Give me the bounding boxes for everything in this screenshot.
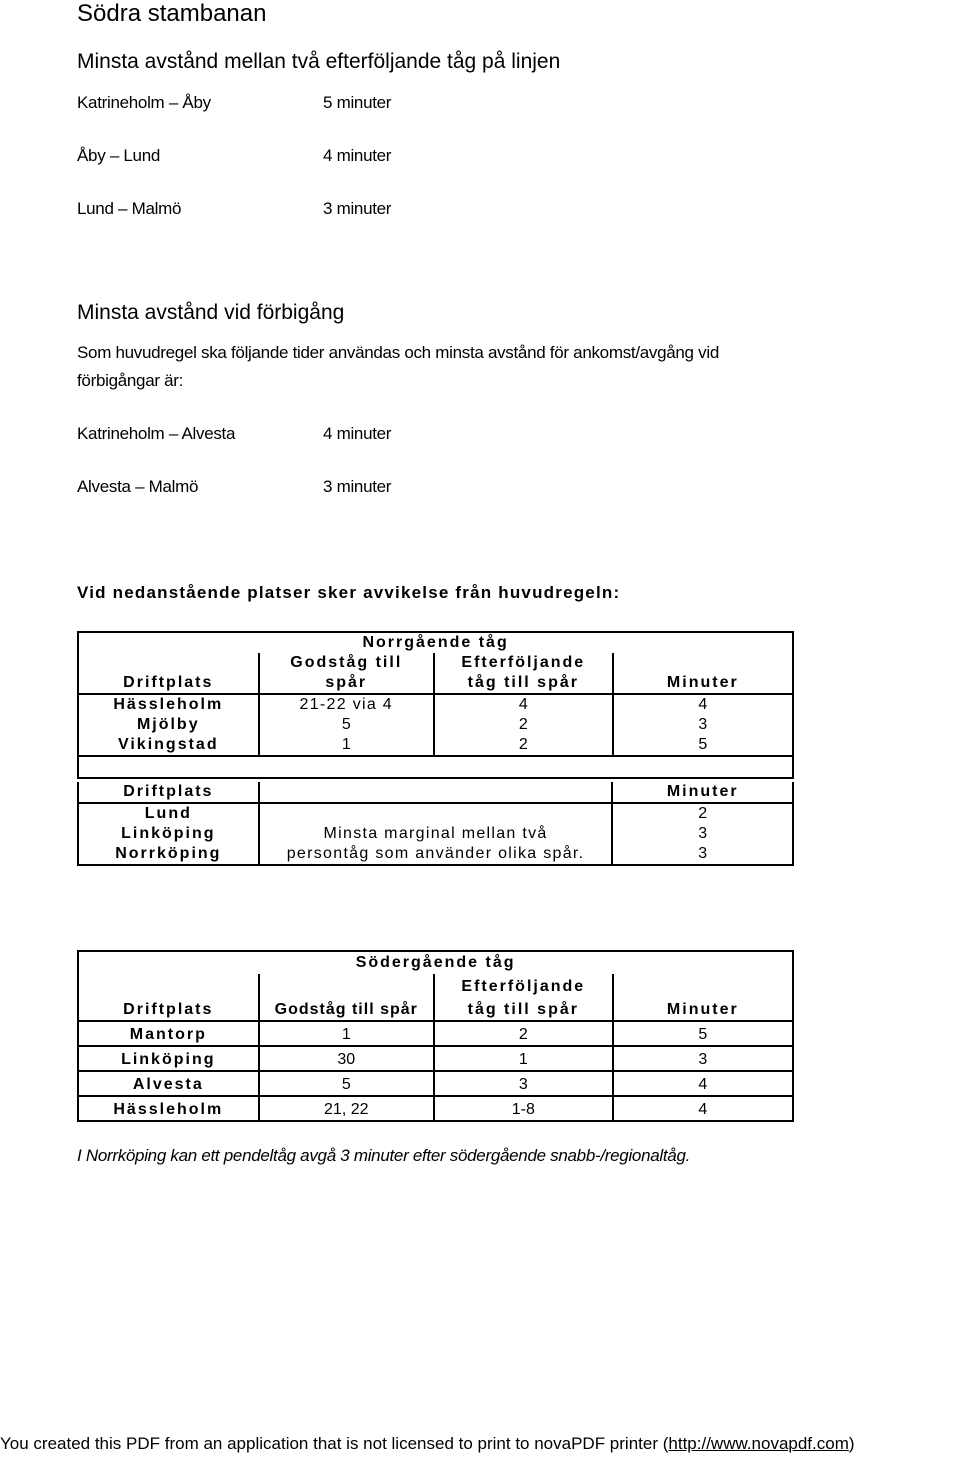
following-track-cell: 2 — [434, 1021, 613, 1046]
column-header: tåg till spår — [434, 997, 613, 1021]
column-header: Driftplats — [78, 782, 259, 803]
column-header: Efterföljande — [434, 974, 613, 997]
freight-track-cell: 21, 22 — [259, 1096, 434, 1121]
table-row — [78, 1071, 793, 1096]
place-cell: Linköping — [78, 1046, 259, 1071]
stretch-label: Lund – Malmö — [77, 199, 182, 218]
minutes-cell: 3 — [613, 715, 793, 735]
stretch-label: Åby – Lund — [77, 146, 161, 165]
place-cell: Hässleholm — [78, 1096, 259, 1121]
column-header: Minuter — [612, 782, 793, 803]
intro-text: Som huvudregel ska följande tider användas och minsta avstånd för ankomst/avgång vid — [77, 343, 719, 362]
place-cell: Mjölby — [78, 715, 259, 735]
time-value: 3 minuter — [323, 199, 392, 218]
northbound-table — [77, 631, 794, 779]
place-cell: Vikingstad — [78, 735, 259, 756]
place-cell: Lund — [78, 803, 259, 824]
southbound-table — [77, 950, 794, 1122]
following-track-cell: 2 — [434, 715, 613, 735]
minutes-cell: 4 — [613, 1071, 793, 1096]
minutes-cell: 3 — [613, 1046, 793, 1071]
freight-track-cell: 1 — [259, 735, 434, 756]
intro-text: förbigångar är: — [77, 371, 184, 390]
margin-table — [77, 782, 794, 866]
following-track-cell: 1-8 — [434, 1096, 613, 1121]
margin-note: Minsta marginal mellan två — [259, 824, 613, 844]
time-value: 3 minuter — [323, 477, 392, 496]
column-header: Efterföljande — [434, 653, 613, 673]
footer-text: You created this PDF from an application that is not licensed to print to novaPDF printer ( — [0, 1434, 669, 1453]
column-header: Minuter — [613, 997, 793, 1021]
time-value: 4 minuter — [323, 146, 392, 165]
minutes-cell: 3 — [612, 824, 793, 844]
deviation-heading: Vid nedanstående platser sker avvikelse från huvudregeln: — [77, 583, 621, 602]
stretch-label: Katrineholm – Åby — [77, 93, 211, 112]
table-row — [78, 694, 793, 715]
closing-note: I Norrköping kan ett pendeltåg avgå 3 minuter efter södergående snabb-/regionaltåg. — [77, 1146, 691, 1165]
minutes-cell: 2 — [612, 803, 793, 824]
table-row — [78, 715, 793, 735]
minutes-cell: 5 — [613, 1021, 793, 1046]
place-cell: Hässleholm — [78, 694, 259, 715]
column-header: tåg till spår — [434, 673, 613, 694]
column-header: Minuter — [613, 673, 793, 694]
margin-note: persontåg som använder olika spår. — [259, 844, 613, 865]
table-row — [78, 824, 793, 844]
column-header: Godståg till — [259, 653, 434, 673]
following-track-cell: 1 — [434, 1046, 613, 1071]
column-header: Driftplats — [78, 997, 259, 1021]
minutes-cell: 4 — [613, 1096, 793, 1121]
column-header: Driftplats — [78, 673, 259, 694]
place-cell: Norrköping — [78, 844, 259, 865]
minutes-cell: 4 — [613, 694, 793, 715]
stretch-label: Alvesta – Malmö — [77, 477, 199, 496]
table-row — [78, 1046, 793, 1071]
time-value: 5 minuter — [323, 93, 392, 112]
table-group-header: Norrgående tåg — [259, 632, 613, 653]
freight-track-cell: 30 — [259, 1046, 434, 1071]
table-row — [78, 1021, 793, 1046]
section-heading-line-distance: Minsta avstånd mellan två efterföljande tåg på linjen — [77, 50, 561, 73]
place-cell: Linköping — [78, 824, 259, 844]
footer-text-end: ) — [848, 1434, 855, 1453]
column-header: spår — [259, 673, 434, 694]
following-track-cell: 3 — [434, 1071, 613, 1096]
table-row — [78, 1096, 793, 1121]
table-row — [78, 803, 793, 824]
freight-track-cell: 5 — [259, 715, 434, 735]
table-group-header: Södergående tåg — [259, 951, 613, 974]
freight-track-cell: 5 — [259, 1071, 434, 1096]
column-header: Godståg till spår — [259, 997, 434, 1021]
table-row — [78, 844, 793, 865]
minutes-cell: 3 — [612, 844, 793, 865]
minutes-cell: 5 — [613, 735, 793, 756]
freight-track-cell: 21-22 via 4 — [259, 694, 434, 715]
following-track-cell: 4 — [434, 694, 613, 715]
following-track-cell: 2 — [434, 735, 613, 756]
place-cell: Alvesta — [78, 1071, 259, 1096]
section-heading-overtaking: Minsta avstånd vid förbigång — [77, 301, 345, 324]
footer-notice — [0, 1434, 855, 1454]
table-row — [78, 735, 793, 756]
freight-track-cell: 1 — [259, 1021, 434, 1046]
stretch-label: Katrineholm – Alvesta — [77, 424, 236, 443]
place-cell: Mantorp — [78, 1021, 259, 1046]
time-value: 4 minuter — [323, 424, 392, 443]
footer-link[interactable]: http://www.novapdf.com — [668, 1434, 849, 1453]
page-title: Södra stambanan — [77, 0, 267, 27]
